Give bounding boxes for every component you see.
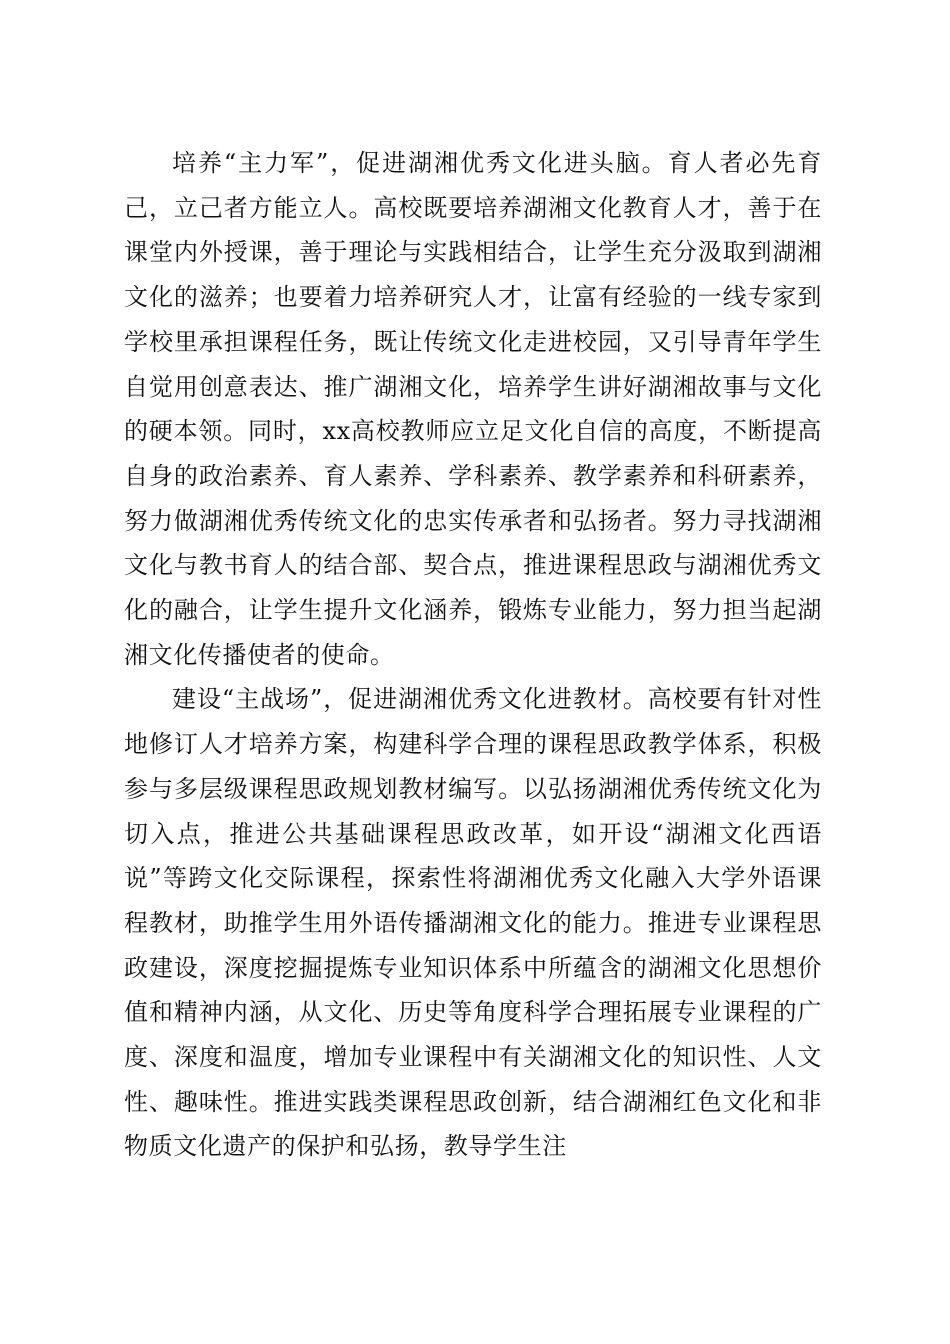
document-body — [124, 141, 822, 1169]
paragraph-training-main-force: 培养“主力军”，促进湖湘优秀文化进头脑。育人者必先育己，立己者方能立人。高校既要培养湖湘文化教育人才，善于在课堂内外授课，善于理论与实践相结合，让学生充分汲取到湖湘文化的滋养；也要着力培养研究人才，让富有经验的一线专家到学校里承担课程任务，既让传统文化走进校园，又引导青年学生自觉用创意表达、推广湖湘文化，培养学生讲好湖湘故事与文化的硬本领。同时，xx高校教师应立足文化自信的高度，不断提高自身的政治素养、育人素养、学科素养、教学素养和科研素养，努力做湖湘优秀传统文化的忠实传承者和弘扬者。努力寻找湖湘文化与教书育人的结合部、契合点，推进课程思政与湖湘优秀文化的融合，让学生提升文化涵养，锻炼专业能力，努力担当起湖湘文化传播使者的使命。 — [124, 149, 822, 669]
paragraph-building-main-battlefield: 建设“主战场”，促进湖湘优秀文化进教材。高校要有针对性地修订人才培养方案，构建科学合理的课程思政教学体系，积极参与多层级课程思政规划教材编写。以弘扬湖湘优秀传统文化为切入点，推进公共基础课程思政改革，如开设“湖湘文化西语说”等跨文化交际课程，探索性将湖湘优秀文化融入大学外语课程教材，助推学生用外语传播湖湘文化的能力。推进专业课程思政建设，深度挖掘提炼专业知识体系中所蕴含的湖湘文化思想价值和精神内涵，从文化、历史等角度科学合理拓展专业课程的广度、深度和温度，增加专业课程中有关湖湘文化的知识性、人文性、趣味性。推进实践类课程思政创新，结合湖湘红色文化和非物质文化遗产的保护和弘扬，教导学生注 — [124, 685, 822, 1161]
